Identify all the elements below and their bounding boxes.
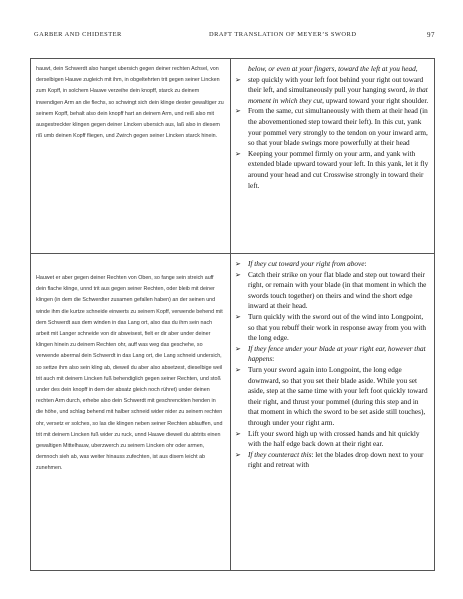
- list-item-text: Catch their strike on your flat blade and step out toward their right, or remain with your blade (in that moment in which the swords touch together) on theirs and wind the short edge inward at their head.: [248, 270, 427, 311]
- list-item: [235, 429, 431, 450]
- list-item-text: Lift your sword high up with crossed hands and hit quickly with the half edge back down at their right ear.: [248, 429, 420, 449]
- english-bullet-list: [235, 75, 431, 192]
- list-item-text: step quickly with your left foot behind your right out toward their left, and simultaneously pull your hanging sword,: [248, 75, 424, 95]
- list-item: [235, 450, 431, 471]
- english-continuation: below, or even at your fingers, toward the left at you head,: [248, 65, 418, 73]
- arrow-bullet-icon: ➢: [235, 450, 241, 459]
- german-text-row2: [36, 273, 224, 475]
- list-item-text: Keeping your pommel firmly on your arm, and yank with extended blade upward toward your left. In this yank, let it fly around your head and cut Crosswise strongly in toward their left.: [248, 149, 429, 190]
- row-divider: [31, 253, 434, 254]
- english-text-row1: [235, 64, 431, 191]
- english-text-row2: [235, 259, 431, 471]
- header-title: DRAFT TRANSLATION OF MEYER’S SWORD: [209, 31, 357, 38]
- list-item-text: :: [272, 355, 275, 364]
- list-item-text: , upward toward your right shoulder.: [322, 96, 429, 105]
- german-text-row1: [36, 64, 224, 142]
- list-item: [235, 106, 431, 148]
- list-item-text: If they cut toward your right from above: [248, 260, 365, 268]
- arrow-bullet-icon: ➢: [235, 270, 241, 279]
- list-item-text: If they fence under your blade at your right ear, however that happens: [248, 344, 426, 364]
- list-item-text: Turn quickly with the sword out of the wind into Longpoint, so that you rebuff their work in response away from you with the long edge.: [248, 312, 427, 343]
- arrow-bullet-icon: ➢: [235, 344, 241, 353]
- german-paragraph: Hauwet er aber gegen deiner Rechten von Oben, so fange sein streich auff dein flache klinge, unnd trit aus gegen seiner Rechten, oder bleib mit deiner klingen (in dem die Schwerdter zusamen gefallen haben) an der seinen und winde ihm die kurtze schneide einwerts zu seinem Kopff, verwende behend mit dem Schwerdt aus dem winden in das Lang ort, also das du ihm sein nach arbeit mit Langer schneide von dir abweisest, fielt er dir aber under deiner klingen hinein zu deinem Rechten ohr, auff was weg das geschehe, so verwende abermal dein Schwerdt in das Lang ort, die Lang schneid undersich, so settze ihm also sein kling ab, dieweil du aber also absetzest, dieselbige weil trit auch mit deinem Lincken fuß behendiglich gegen seiner Rechten, und stoß under des dein knopff in dem der absatz gleich noch rühret) under deinen rechten Arm durch, erhebe also dein Schwerdt mit geschrenckten henden in die höhe, und schlag behend mit halber schneid wider nider zu seinem rechten ohr, versetz er solches, so las die klingen neben seiner Rechten ablauffen, und trit mit deinem Lincken fuß wider zu ruck, unnd Hauwe dieweil du abtrits einen gewaltigen Mittelhauw, uberzwerch zu seinem Lincken ohr oder armen, demnoch sieh ab, was weiter hinauss zufechten, ist aus disem leicht ab zunehmen.: [36, 275, 223, 472]
- list-item: [235, 259, 431, 270]
- list-item: [235, 344, 431, 365]
- running-header: [34, 31, 435, 43]
- list-item: [235, 312, 431, 344]
- list-item-text: :: [364, 260, 367, 268]
- list-item-text: in that moment in which they cut: [248, 86, 428, 105]
- list-item-text: Turn your sword again into Longpoint, the long edge downward, so that you set their blade aside. While you set aside, step at the same time with your left foot quickly toward their right, and thrust your pommel (during this step and in that moment in which the sword to be set aside still touches), through under your right arm.: [248, 365, 428, 427]
- list-item: [235, 75, 431, 107]
- list-item: [235, 149, 431, 191]
- english-bullet-list: [235, 259, 431, 471]
- arrow-bullet-icon: ➢: [235, 312, 241, 321]
- arrow-bullet-icon: ➢: [235, 75, 241, 84]
- arrow-bullet-icon: ➢: [235, 365, 241, 374]
- arrow-bullet-icon: ➢: [235, 107, 241, 116]
- header-authors: GARBER AND CHIDESTER: [34, 31, 122, 38]
- page-number: 97: [427, 31, 435, 39]
- arrow-bullet-icon: ➢: [235, 429, 241, 438]
- german-paragraph: hauwt, dein Schwerdt also hanget ubersich gegen deiner rechten Achsel, von derselbigen Hauwe zugleich mit ihm, in obgeltehrten trit gegen seiner Lincken zum Kopff, in solchem Hauwe verzeihe dein knopff, starck zu deinem inwendigen Arm an die flechs, so schwingt sich dein klinge dester gewaltiger zu seinem Kopff, behalt also dein knopff hart an deinem Arm, und reiß also mit ausgestreckter klingen gegen deiner Lincken ubersich aus, laß also in diesem riß umb deinen Kopff fliegen, und Zwirch gegen seiner Lincken starck hinein.: [36, 66, 224, 140]
- list-item-text: If they counteract this: [248, 450, 312, 459]
- translation-table: [30, 58, 435, 571]
- list-item: [235, 270, 431, 312]
- column-divider: [230, 59, 231, 570]
- list-item: [235, 365, 431, 429]
- list-item-text: : let the blades drop down next to your right and retreat with: [248, 450, 424, 470]
- arrow-bullet-icon: ➢: [235, 260, 241, 268]
- arrow-bullet-icon: ➢: [235, 149, 241, 158]
- list-item-text: From the same, cut simultaneously with them at their head (in the abovementioned step toward their left). In this cut, yank your pommel very strongly to the tendon on your inward arm, so that your blade swings more powerfully at their head: [248, 107, 428, 148]
